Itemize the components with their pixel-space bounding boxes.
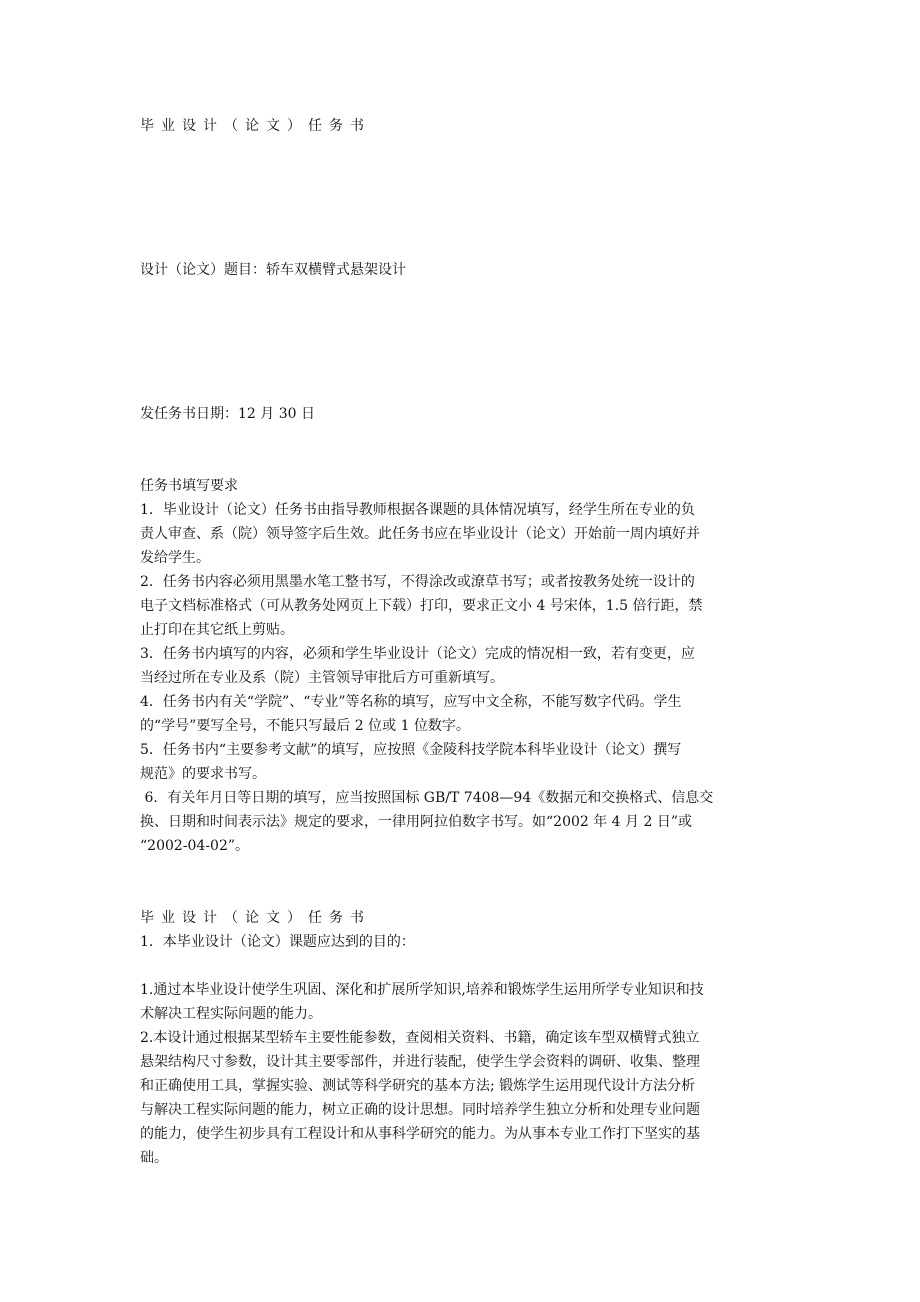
requirements-line: 电子文档标准格式（可从教务处网页上下载）打印，要求正文小 4 号宋体，1.5 倍行距，禁 xyxy=(140,598,703,614)
requirements-line: 3．任务书内填写的内容，必须和学生毕业设计（论文）完成的情况相一致，若有变更，应 xyxy=(140,646,695,662)
requirements-line: 5．任务书内“主要参考文献”的填写，应按照《金陵科技学院本科毕业设计（论文）撰写 xyxy=(140,742,682,758)
purpose-line: 术解决工程实际问题的能力。 xyxy=(140,1006,322,1022)
requirements-line: 责人审查、系（院）领导签字后生效。此任务书应在毕业设计（论文）开始前一周内填好并 xyxy=(140,526,700,542)
item1-heading: 1．本毕业设计（论文）课题应达到的目的： xyxy=(140,934,415,950)
requirements-line: “2002-04-02”。 xyxy=(140,838,250,854)
purpose-line: 础。 xyxy=(140,1150,168,1166)
subject-line: 设计（论文）题目：轿车双横臂式悬架设计 xyxy=(140,262,406,278)
requirements-line: 换、日期和时间表示法》规定的要求，一律用阿拉伯数字书写。如“2002 年 4 月 2 日”或 xyxy=(140,814,693,830)
cover-title: 毕业设计（论文）任务书 xyxy=(140,118,371,134)
requirements-line: 规范》的要求书写。 xyxy=(140,766,266,782)
purpose-line: 1.通过本毕业设计使学生巩固、深化和扩展所学知识,培养和锻炼学生运用所学专业知识和技 xyxy=(140,982,704,998)
purpose-line: 悬架结构尺寸参数，设计其主要零部件，并进行装配，使学生学会资料的调研、收集、整理 xyxy=(140,1054,700,1070)
requirements-line: 当经过所在专业及系（院）主管领导审批后方可重新填写。 xyxy=(140,670,504,686)
purpose-line: 的能力，使学生初步具有工程设计和从事科学研究的能力。为从事本专业工作打下坚实的基 xyxy=(140,1126,700,1142)
requirements-line: 4．任务书内有关“学院”、“专业”等名称的填写，应写中文全称，不能写数字代码。学生 xyxy=(140,694,682,710)
requirements-line: 的“学号”要写全号，不能只写最后 2 位或 1 位数字。 xyxy=(140,718,470,734)
requirements-line: 发给学生。 xyxy=(140,550,210,566)
purpose-line: 与解决工程实际问题的能力，树立正确的设计思想。同时培养学生独立分析和处理专业问题 xyxy=(140,1102,700,1118)
requirements-line: 止打印在其它纸上剪贴。 xyxy=(140,622,294,638)
purpose-line: 和正确使用工具，掌握实验、测试等科学研究的基本方法; 锻炼学生运用现代设计方法分析 xyxy=(140,1078,696,1094)
requirements-heading: 任务书填写要求 xyxy=(140,478,238,494)
requirements-line: 6．有关年月日等日期的填写，应当按照国标 GB/T 7408—94《数据元和交换格式、信息交 xyxy=(140,790,714,806)
issue-date-line: 发任务书日期：12 月 30 日 xyxy=(140,406,315,422)
requirements-line: 1．毕业设计（论文）任务书由指导教师根据各课题的具体情况填写，经学生所在专业的负 xyxy=(140,502,695,518)
section-title: 毕业设计（论文）任务书 xyxy=(140,910,371,926)
requirements-line: 2．任务书内容必须用黑墨水笔工整书写，不得涂改或潦草书写；或者按教务处统一设计的 xyxy=(140,574,695,590)
purpose-line: 2.本设计通过根据某型轿车主要性能参数，查阅相关资料、书籍，确定该车型双横臂式独立 xyxy=(140,1030,700,1046)
